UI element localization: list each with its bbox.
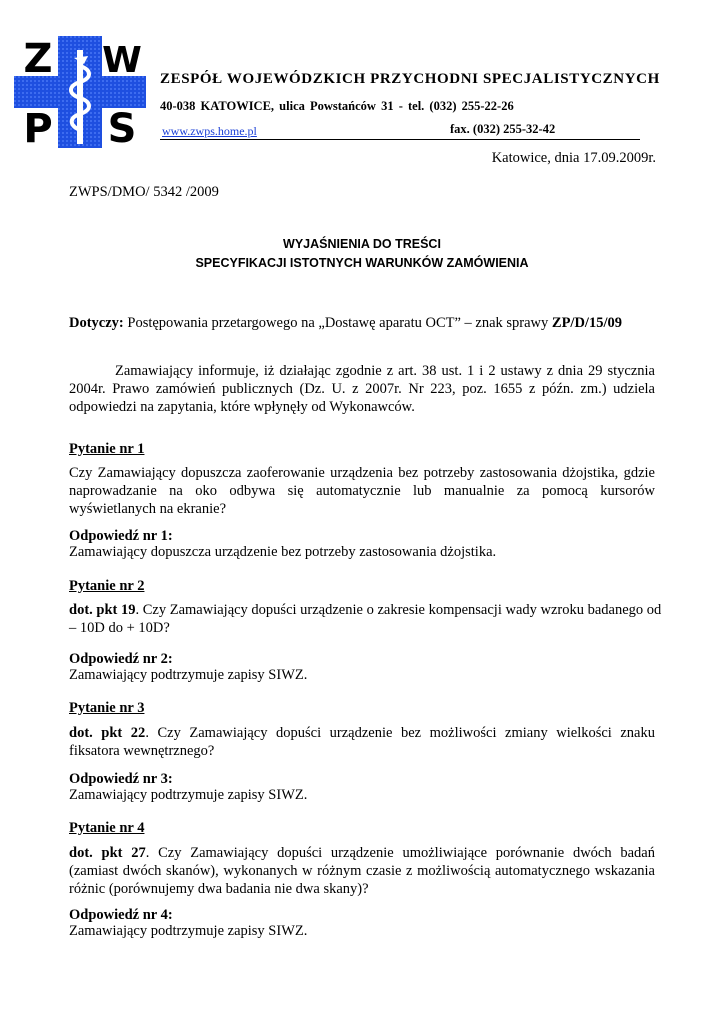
question-1-heading: Pytanie nr 1 <box>69 441 145 457</box>
subject-text: Postępowania przetargowego na „Dostawę aparatu OCT” – znak sprawy <box>123 315 552 331</box>
question-3-text: dot. pkt 22. Czy Zamawiający dopuści urządzenie bez możliwości zmiany wielkości znaku fiksatora wewnętrznego? <box>69 725 655 759</box>
fax-number: fax. (032) 255-32-42 <box>450 122 556 136</box>
answer-3-text: Zamawiający podtrzymuje zapisy SIWZ. <box>69 787 308 803</box>
question-3-heading: Pytanie nr 3 <box>69 700 145 716</box>
logo-letter-w: W <box>102 40 142 81</box>
question-1-text: Czy Zamawiający dopuszcza zaoferowanie urządzenia bez potrzeby zastosowania dżojstika, gdzie naprowadzanie na oko odbywa się automatycznie lub manualnie za pomocą kursorów wyświetlanych na ekranie? <box>69 465 655 517</box>
organization-address: 40-038 KATOWICE, ulica Powstańców 31 - tel. (032) 255-22-26 <box>160 99 514 113</box>
question-4-text: dot. pkt 27. Czy Zamawiający dopuści urządzenie umożliwiające porównanie dwóch badań (zamiast dwóch skanów), wykonanych w różnym czasie z możliwością automatycznego wskazania różnic (porównujemy dwa badania nie dwa skany)? <box>69 845 655 897</box>
question-2-heading: Pytanie nr 2 <box>69 578 145 594</box>
document-title-line-2: SPECYFIKACJI ISTOTNYCH WARUNKÓW ZAMÓWIENIA <box>195 256 529 270</box>
answer-3-label: Odpowiedź nr 3: <box>69 771 173 787</box>
subject-line <box>69 314 655 332</box>
organization-name: ZESPÓŁ WOJEWÓDZKICH PRZYCHODNI SPECJALISTYCZNYCH <box>160 71 660 87</box>
answer-2-label: Odpowiedź nr 2: <box>69 651 173 667</box>
zwps-logo <box>14 36 146 148</box>
header-divider <box>160 139 640 140</box>
question-2-text: dot. pkt 19. Czy Zamawiający dopuści urządzenie o zakresie kompensacji wady wzroku badanego od – 10D do + 10D? <box>69 602 662 636</box>
logo-letter-s: S <box>107 106 137 148</box>
document-title-line-1: WYJAŚNIENIA DO TREŚCI <box>283 237 441 251</box>
intro-paragraph: Zamawiający informuje, iż działając zgodnie z art. 38 ust. 1 i 2 ustawy z dnia 29 stycznia 2004r. Prawo zamówień publicznych (Dz. U. z 2007r. Nr 223, poz. 1655 z późn. zm.) udziela odpowiedzi na zapytania, które wpłynęły od Wykonawców. <box>69 363 655 415</box>
logo-letter-p: P <box>23 106 53 148</box>
subject-label: Dotyczy: <box>69 315 124 331</box>
answer-4-text: Zamawiający podtrzymuje zapisy SIWZ. <box>69 923 308 939</box>
answer-2-text: Zamawiający podtrzymuje zapisy SIWZ. <box>69 667 308 683</box>
case-number: ZP/D/15/09 <box>551 315 622 331</box>
logo-letter-z: Z <box>23 36 53 82</box>
website-link[interactable]: www.zwps.home.pl <box>162 124 257 138</box>
document-date: Katowice, dnia 17.09.2009r. <box>491 150 656 166</box>
reference-number: ZWPS/DMO/ 5342 /2009 <box>69 184 219 200</box>
answer-1-text: Zamawiający dopuszcza urządzenie bez potrzeby zastosowania dżojstika. <box>69 544 497 560</box>
answer-4-label: Odpowiedź nr 4: <box>69 907 173 923</box>
answer-1-label: Odpowiedź nr 1: <box>69 528 173 544</box>
question-4-heading: Pytanie nr 4 <box>69 820 145 836</box>
